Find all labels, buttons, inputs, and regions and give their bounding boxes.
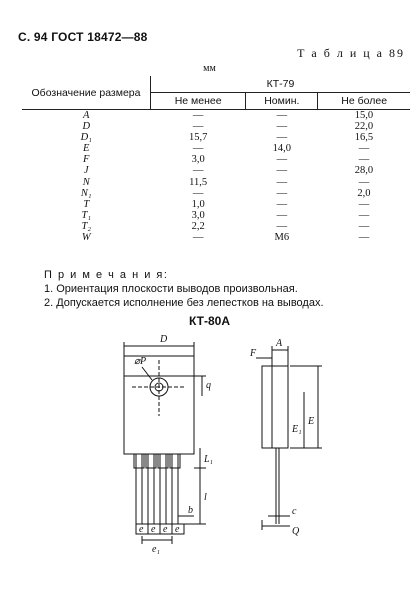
leads-front bbox=[134, 454, 180, 524]
table-row bbox=[22, 221, 410, 232]
row-max: — bbox=[358, 143, 370, 155]
row-min: 3,0 bbox=[191, 154, 205, 166]
row-min: — bbox=[192, 165, 204, 177]
row-max: 2,0 bbox=[357, 187, 371, 199]
table-row bbox=[22, 210, 410, 221]
row-dimension: T₁ bbox=[81, 209, 91, 221]
row-max: — bbox=[358, 176, 370, 188]
row-dimension: D₁ bbox=[80, 132, 92, 144]
row-min: — bbox=[192, 143, 204, 155]
table-row bbox=[22, 232, 410, 243]
label-b: b bbox=[188, 505, 193, 516]
table-row bbox=[22, 188, 410, 199]
row-min: — bbox=[192, 121, 204, 133]
row-nom: М6 bbox=[274, 232, 290, 244]
row-min: 3,0 bbox=[191, 209, 205, 221]
table-row bbox=[22, 110, 410, 122]
row-dimension: F bbox=[83, 154, 90, 166]
note-item: 1. Ориентация плоскости выводов произвольная. bbox=[44, 283, 298, 295]
table-row bbox=[22, 154, 410, 165]
row-dimension: T bbox=[83, 198, 90, 210]
notes bbox=[44, 268, 324, 310]
row-nom: — bbox=[276, 121, 288, 133]
label-e: e bbox=[163, 524, 168, 535]
dimensions-table bbox=[22, 76, 410, 243]
label-Q: Q bbox=[292, 526, 300, 537]
page-header: С. 94 ГОСТ 18472—88 bbox=[18, 30, 148, 44]
row-dimension: A bbox=[83, 110, 90, 121]
row-max: 16,5 bbox=[354, 132, 374, 144]
label-e: e bbox=[175, 524, 180, 535]
row-nom: — bbox=[276, 132, 288, 144]
col-header-nom: Номин. bbox=[246, 93, 318, 110]
table-row bbox=[22, 121, 410, 132]
row-nom: — bbox=[276, 209, 288, 221]
row-dimension: D bbox=[82, 121, 91, 133]
label-phiP: ⌀P bbox=[134, 356, 147, 367]
row-max: 22,0 bbox=[354, 121, 374, 133]
col-header-min: Не менее bbox=[151, 93, 246, 110]
row-min: — bbox=[192, 232, 204, 244]
row-dimension: W bbox=[81, 232, 91, 244]
label-c: c bbox=[292, 506, 297, 517]
table-label: Т а б л и ц а 89 bbox=[297, 46, 405, 60]
row-max: — bbox=[358, 154, 370, 166]
row-min: 2,2 bbox=[191, 220, 205, 232]
row-nom: — bbox=[276, 187, 288, 199]
row-nom: 14,0 bbox=[272, 143, 292, 155]
label-E: E bbox=[308, 416, 315, 427]
package-body-side bbox=[262, 366, 272, 448]
notes-title: П р и м е ч а н и я: bbox=[44, 269, 169, 281]
row-max: 15,0 bbox=[354, 110, 374, 121]
col-header-dimension: Обозначение размера bbox=[22, 76, 151, 110]
figure-title: КТ-80А bbox=[189, 314, 230, 328]
label-q: q bbox=[206, 380, 211, 391]
row-max: — bbox=[358, 209, 370, 221]
table-row bbox=[22, 165, 410, 176]
row-dimension: J bbox=[83, 165, 89, 177]
label-E1: E₁ bbox=[292, 424, 302, 435]
label-F: F bbox=[250, 348, 257, 359]
row-min: — bbox=[192, 110, 204, 121]
row-nom: — bbox=[276, 165, 288, 177]
row-max: — bbox=[358, 198, 370, 210]
note-item: 2. Допускается исполнение без лепестков на выводах. bbox=[44, 297, 324, 309]
label-l: l bbox=[204, 492, 207, 503]
table-row bbox=[22, 199, 410, 210]
row-nom: — bbox=[276, 220, 288, 232]
col-header-max: Не более bbox=[318, 93, 410, 110]
label-A: A bbox=[276, 338, 283, 349]
col-group-header: КТ-79 bbox=[151, 76, 411, 93]
package-drawing bbox=[0, 330, 419, 612]
row-nom: — bbox=[276, 110, 288, 121]
row-dimension: N₁ bbox=[80, 187, 92, 199]
row-nom: — bbox=[276, 198, 288, 210]
label-e: e bbox=[139, 524, 144, 535]
row-min: 1,0 bbox=[191, 198, 205, 210]
row-nom: — bbox=[276, 176, 288, 188]
row-dimension: E bbox=[83, 143, 90, 155]
unit-label: мм bbox=[203, 63, 216, 74]
row-max: 28,0 bbox=[354, 165, 374, 177]
row-max: — bbox=[358, 232, 370, 244]
label-e: e bbox=[151, 524, 156, 535]
row-min: — bbox=[192, 187, 204, 199]
label-D: D bbox=[160, 334, 168, 345]
label-e1: e₁ bbox=[152, 544, 160, 555]
row-dimension: T₂ bbox=[81, 220, 91, 232]
table-row bbox=[22, 143, 410, 154]
row-nom: — bbox=[276, 154, 288, 166]
label-L1: L₁ bbox=[204, 454, 214, 465]
row-min: 11,5 bbox=[189, 176, 208, 188]
row-dimension: N bbox=[82, 176, 90, 188]
row-max: — bbox=[358, 220, 370, 232]
table-row bbox=[22, 177, 410, 188]
table-row bbox=[22, 132, 410, 143]
row-min: 15,7 bbox=[188, 132, 208, 144]
